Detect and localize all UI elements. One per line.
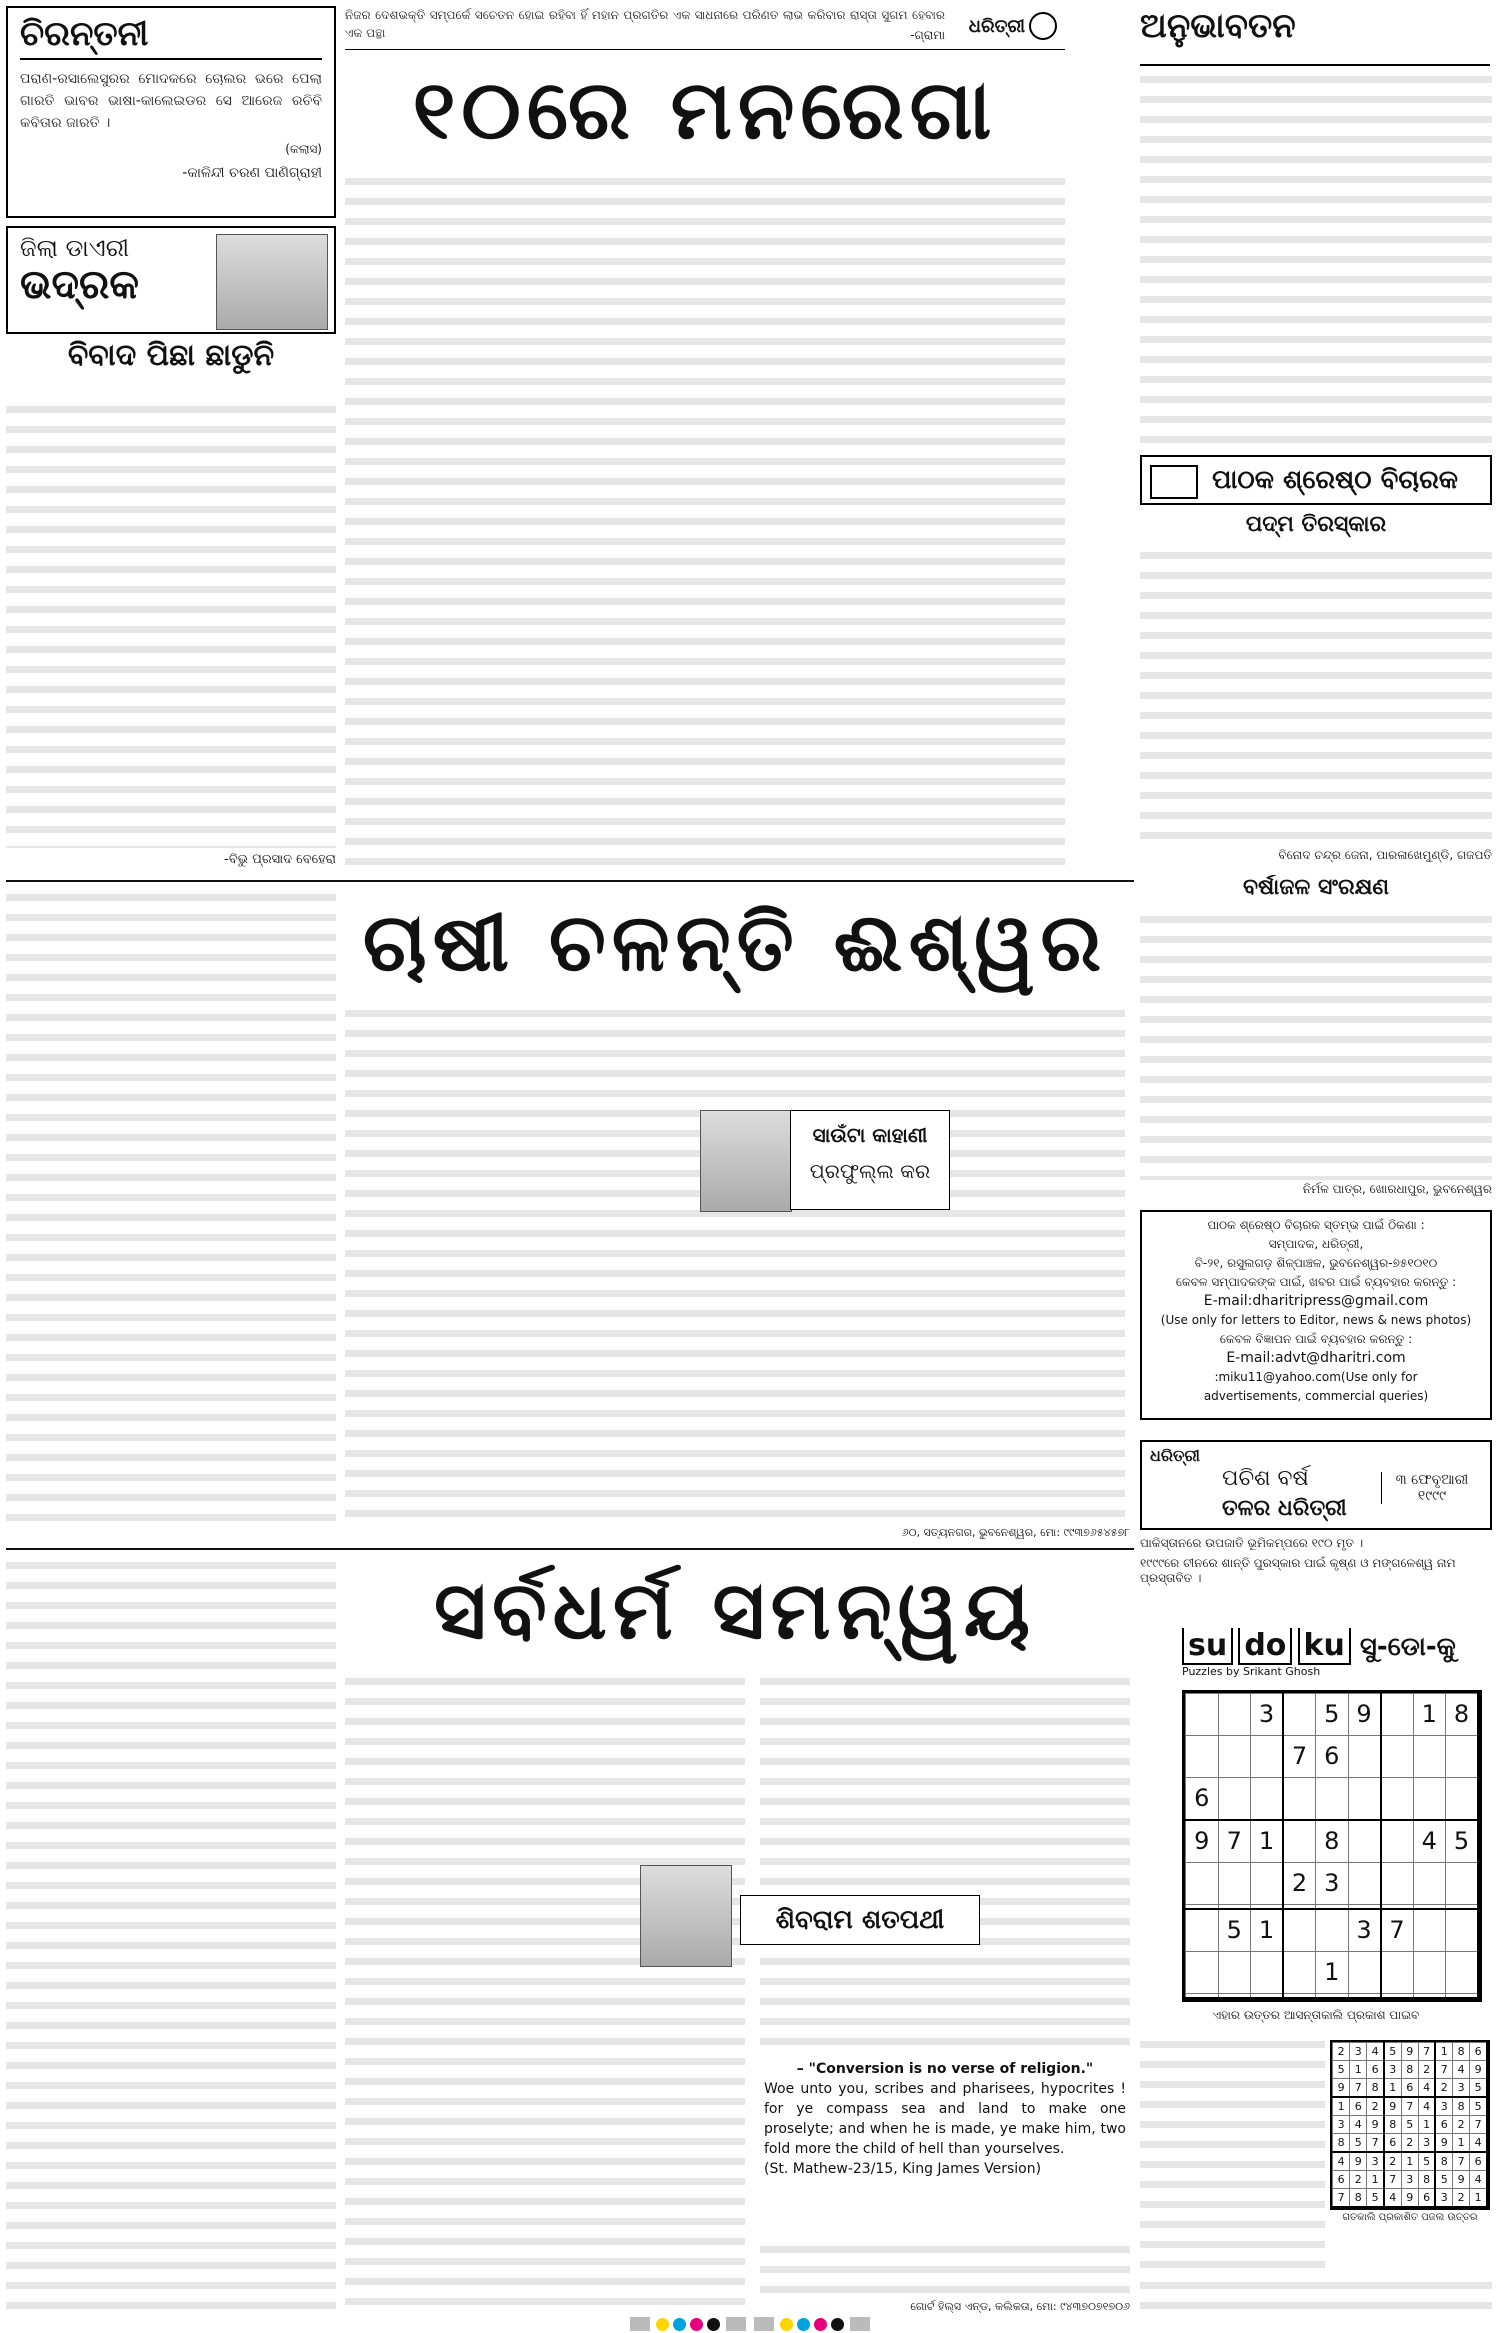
pachis-logo: ଧରିତ୍ରୀ (1150, 1446, 1200, 1465)
sudoku-prev-cell: 8 (1418, 2170, 1435, 2188)
sudoku-prev-cell: 2 (1333, 2043, 1350, 2061)
contact-email1[interactable]: E-mail:dharitripress@gmail.com (1203, 1293, 1429, 1309)
sudoku-prev-cell: 9 (1453, 2170, 1470, 2188)
sudoku-prev-cell: 1 (1418, 2115, 1435, 2133)
sudoku-cell (1413, 1909, 1446, 1952)
letter1-body (1140, 546, 1492, 846)
sudoku-prev-cell: 7 (1367, 2133, 1384, 2152)
sudoku-prev-cell: 1 (1435, 2043, 1452, 2061)
chashi-author: ପ୍ରଫୁଲ୍ଲ କର (809, 1159, 931, 1183)
sudoku-prev-cell: 4 (1470, 2133, 1487, 2152)
sudoku-prev-cell: 9 (1384, 2097, 1401, 2116)
sudoku-prev-cell: 2 (1367, 2097, 1384, 2116)
sarva-footer: ଗୋର୍ଟ ହିଲ୍ସ ଏନ୍ଡ, କଲିକତା, ମୋ: ୯୪୩୭୦୭୧୭୦୬ (910, 2300, 1130, 2313)
sudoku-prev-cell: 3 (1401, 2170, 1418, 2188)
sudoku-cell (1218, 1777, 1251, 1820)
sudoku-cell (1348, 1993, 1381, 1998)
sudoku-prev-cell: 8 (1453, 2043, 1470, 2061)
sudoku-cell (1348, 1735, 1381, 1777)
sudoku-cell (1446, 1862, 1479, 1904)
contact-line2: ସମ୍ପାଦକ, ଧରିତ୍ରୀ, (1268, 1237, 1364, 1251)
dispute-author: -ବିଭୁ ପ୍ରସାଦ ବେହେରା (224, 852, 336, 867)
strip-author: -ଗ୍ରାମା (910, 28, 945, 42)
sudoku-prev-cell: 1 (1453, 2133, 1470, 2152)
sudoku-prev-cell: 8 (1333, 2133, 1350, 2152)
sudoku-cell (1283, 1820, 1316, 1863)
sudoku-prev-cell: 7 (1418, 2043, 1435, 2061)
chirantani-author: -କାଳିନ୍ଦୀ ଚରଣ ପାଣିଗ୍ରାହୀ (182, 165, 322, 181)
chirantani-quote: ପରାଣ-ରସାଲେସୁରର ମୋଦକରେ ଚୋଲର ଭରେ ପେଲା ଗାରତି ଭାବର ଭାଷା-କାଲେଇଡର ସେ ଆରେଜ ରଚିବି କବିତାର ଜାରତି । (20, 71, 322, 131)
sudoku-cell (1348, 1820, 1381, 1863)
sudoku-cell (1348, 1951, 1381, 1993)
sudoku-prev-cell: 2 (1418, 2060, 1435, 2078)
sudoku-prev-cell: 4 (1470, 2170, 1487, 2188)
sudoku-prev-cell: 2 (1401, 2133, 1418, 2152)
pachis-box (1140, 1440, 1492, 1530)
sudoku-cell: 7 (1381, 1909, 1414, 1952)
sarva-quote2: Woe unto you, scribes and pharisees, hypocrites ! for ye compass sea and land to make one proselyte; and when he is made, ye make him, two fold more the child of hell than yourselves. (764, 2081, 1126, 2157)
sudoku-cell (1186, 1993, 1219, 1998)
sudoku-prev-cell: 7 (1470, 2115, 1487, 2133)
sudoku-do: do (1238, 1628, 1292, 1665)
sudoku-cell (1218, 1951, 1251, 1993)
letter2-title: ବର୍ଷାଜଳ ସଂରକ୍ଷଣ (1242, 875, 1390, 900)
sarva-body-right (760, 1672, 1130, 2052)
sudoku-prev-cell: 3 (1350, 2043, 1367, 2061)
sarva-author-photo (640, 1865, 732, 1967)
sudoku-prev-caption: ଗତକାଲି ପ୍ରକାଶିତ ପଜଲ ଉତ୍ତର (1342, 2212, 1478, 2223)
sudoku-cell: 3 (1348, 1909, 1381, 1952)
sudoku-cell: 1 (1251, 1909, 1284, 1952)
sudoku-cell (1283, 1951, 1316, 1993)
pachis-line2: ତଳର ଧରିତ୍ରୀ (1222, 1496, 1347, 1521)
sudoku-cell: 1 (1413, 1694, 1446, 1736)
sudoku-prev-cell: 5 (1384, 2043, 1401, 2061)
chashi-column-name: ସାଉଁଟା କାହାଣୀ (812, 1123, 928, 1147)
sudoku-cell (1446, 1777, 1479, 1820)
sudoku-cell (1251, 1777, 1284, 1820)
print-marks (0, 2316, 1500, 2333)
sudoku-prev-cell: 3 (1333, 2115, 1350, 2133)
contact-line4: କେବଳ ସମ୍ପାଦକଙ୍କ ପାଇଁ, ଖବର ପାଇଁ ବ୍ୟବହାର କରନ୍ତୁ : (1175, 1275, 1457, 1289)
sudoku-prev-cell: 1 (1470, 2188, 1487, 2207)
sudoku-prev-cell: 9 (1367, 2115, 1384, 2133)
sudoku-prev-cell: 2 (1435, 2078, 1452, 2097)
sun-icon (1029, 12, 1057, 40)
sudoku-cell (1413, 1862, 1446, 1904)
sudoku-ku: ku (1298, 1628, 1351, 1665)
sudoku-prev-cell: 1 (1401, 2152, 1418, 2171)
sudoku-prev-cell: 2 (1453, 2188, 1470, 2207)
sudoku-cell (1381, 1951, 1414, 1993)
sudoku-cell: 5 (1218, 1909, 1251, 1952)
sudoku-cell (1316, 1777, 1349, 1820)
sudoku-cell (1446, 1951, 1479, 1993)
sudoku-prev-cell: 3 (1418, 2133, 1435, 2152)
sudoku-prev-cell: 8 (1401, 2060, 1418, 2078)
sarva-quote-box (760, 2055, 1130, 2235)
sudoku-cell (1381, 1694, 1414, 1736)
sarva-author: ଶିବରାମ ଶତପଥୀ (740, 1895, 980, 1945)
sudoku-cell (1413, 1777, 1446, 1820)
contact-note1: (Use only for letters to Editor, news & news photos) (1160, 1313, 1472, 1327)
sudoku-prev-cell: 7 (1333, 2188, 1350, 2207)
sarva-body-bottom (760, 2240, 1130, 2300)
letter1-title: ପଦ୍ମ ତିରସ୍କାର (1245, 512, 1387, 537)
sudoku-cell: 9 (1186, 1820, 1219, 1863)
sarva-headline: ସର୍ବଧର୍ମ ସମନ୍ୱୟ (433, 1564, 1037, 1657)
sudoku-cell: 9 (1348, 1694, 1381, 1736)
sudoku-notes (1140, 2276, 1492, 2316)
sudoku-prev-cell: 9 (1333, 2078, 1350, 2097)
sudoku-cell (1381, 1993, 1414, 1998)
sudoku-prev-cell: 5 (1435, 2170, 1452, 2188)
sudoku-by: Puzzles by Srikant Ghosh (1182, 1665, 1321, 1678)
sudoku-or: ସୁ-ଡୋ-କୁ (1359, 1632, 1456, 1662)
sudoku-cell (1381, 1820, 1414, 1863)
sudoku-prev-cell: 1 (1367, 2170, 1384, 2188)
pachis-item1: ପାକିସ୍ତାନରେ ଉପଜାତି ଭୂମିକମ୍ପରେ ୧୯୦ ମୃତ । (1140, 1536, 1364, 1550)
sudoku-cell: 8 (1316, 1820, 1349, 1863)
sudoku-cell (1283, 1777, 1316, 1820)
sudoku-cell: 6 (1186, 1777, 1219, 1820)
pachis-date: ୩ ଫେବୃଆରୀ ୧୯୯୯ (1381, 1472, 1482, 1504)
contact-box (1140, 1210, 1492, 1420)
sudoku-cell: 1 (1251, 1820, 1284, 1863)
sudoku-cell: 2 (1283, 1862, 1316, 1904)
chirantani-title: ଚିରନ୍ତନୀ (20, 14, 322, 60)
strip-logo: ଧରିତ୍ରୀ (968, 16, 1025, 37)
sudoku-cell: 4 (1413, 1820, 1446, 1863)
contact-line3: ବି-୨୧, ରସୁଲଗଡ଼ ଶିଳ୍ପାଞ୍ଚଳ, ଭୁବନେଶ୍ୱର-୭୫୧୦୧୦ (1194, 1256, 1438, 1270)
sudoku-prev-cell: 3 (1435, 2188, 1452, 2207)
sudoku-prev-cell: 7 (1453, 2152, 1470, 2171)
sudoku-prev-cell: 4 (1333, 2152, 1350, 2171)
envelope-icon (1150, 465, 1198, 499)
sudoku-cell (1348, 1777, 1381, 1820)
sudoku-prev-cell: 6 (1435, 2115, 1452, 2133)
anubhav-title: ଅନୁଭାବତନ (1140, 6, 1490, 66)
sudoku-prev-cell: 7 (1350, 2078, 1367, 2097)
sudoku-prev-cell: 4 (1453, 2060, 1470, 2078)
sudoku-prev-cell: 8 (1350, 2188, 1367, 2207)
sudoku-cell: 1 (1316, 1951, 1349, 1993)
contact-email2[interactable]: E-mail:advt@dharitri.com (1226, 1350, 1406, 1366)
reader-banner-title: ପାଠକ ଶ୍ରେଷ୍ଠ ବିଚାରକ (1212, 465, 1459, 495)
sudoku-prev-cell: 2 (1350, 2170, 1367, 2188)
chirantani-attribution: (କଲାସ) (285, 142, 322, 156)
sudoku-cell (1446, 1909, 1479, 1952)
sudoku-cell: 5 (1316, 1694, 1349, 1736)
sudoku-prev-cell: 5 (1367, 2188, 1384, 2207)
sudoku-cell (1218, 1862, 1251, 1904)
sudoku-prev-cell: 6 (1470, 2043, 1487, 2061)
sudoku-prev-cell: 9 (1401, 2188, 1418, 2207)
jilla-diary-box (6, 226, 336, 334)
temple-image (216, 234, 328, 330)
contact-line5: କେବଳ ବିଜ୍ଞାପନ ପାଇଁ ବ୍ୟବହାର କରନ୍ତୁ : (1219, 1332, 1413, 1346)
sudoku-brand (1182, 1628, 1492, 1684)
sudoku-prev-cell: 3 (1453, 2078, 1470, 2097)
letter2-body (1140, 910, 1492, 1180)
sudoku-prev-cell: 2 (1453, 2115, 1470, 2133)
sudoku-prev-cell: 5 (1333, 2060, 1350, 2078)
sudoku-cell: 5 (1446, 1820, 1479, 1863)
sudoku-prev-cell: 4 (1418, 2078, 1435, 2097)
sudoku-prev-cell: 1 (1350, 2060, 1367, 2078)
sudoku-prev-cell: 7 (1435, 2060, 1452, 2078)
sudoku-prev-cell: 3 (1435, 2097, 1452, 2116)
sudoku-prev-cell: 8 (1435, 2152, 1452, 2171)
sudoku-prev-cell: 2 (1384, 2152, 1401, 2171)
dispute-headline: ବିବାଦ ପିଛା ଛାଡୁନି (67, 338, 275, 373)
sudoku-cell: 3 (1251, 1694, 1284, 1736)
sudoku-prev-cell: 4 (1418, 2097, 1435, 2116)
top-quote-strip (345, 6, 1065, 50)
nrega-headline: ୧୦ରେ ମନରେଗା (412, 63, 998, 158)
sudoku-prev-cell: 5 (1470, 2097, 1487, 2116)
sudoku-prev-cell: 9 (1350, 2152, 1367, 2171)
sarva-body-mid (345, 1672, 745, 2312)
jilla-label: ଜିଲା ଡାଏରୀ (20, 234, 130, 262)
chashi-body-main (345, 1004, 1125, 1524)
sudoku-cell (1348, 1862, 1381, 1904)
sudoku-cell (1218, 1735, 1251, 1777)
anubhav-body (1140, 70, 1492, 448)
sudoku-cell: 3 (1316, 1862, 1349, 1904)
sudoku-cell: 8 (1446, 1694, 1479, 1736)
sarva-body-left (6, 1556, 336, 2316)
letter1-sign: ବିନୋଦ ଚନ୍ଦ୍ର ଜେନା, ପାରଳାଖେମୁଣ୍ଡି, ଗଜପତି (1278, 848, 1492, 862)
sudoku-prev-grid (1330, 2040, 1490, 2210)
sudoku-cell (1316, 1909, 1349, 1952)
chashi-footer: ୬୦, ସତ୍ୟନଗର, ଭୁବନେଶ୍ୱର, ମୋ: ୯୯୩୭୬୫୪୫୭୮ (901, 1526, 1130, 1539)
sudoku-prev-cell: 6 (1384, 2133, 1401, 2152)
sudoku-prev-cell: 9 (1435, 2133, 1452, 2152)
sudoku-answer-caption: ଏହାର ଉତ୍ତର ଆସନ୍ତାକାଲି ପ୍ରକାଶ ପାଇବ (1212, 2008, 1420, 2022)
sudoku-cell (1283, 1909, 1316, 1952)
sudoku-cell: 7 (1218, 1820, 1251, 1863)
chashi-author-photo (700, 1110, 792, 1212)
sudoku-cell: 6 (1316, 1735, 1349, 1777)
sudoku-prev-cell: 4 (1367, 2043, 1384, 2061)
sudoku-cell (1251, 1862, 1284, 1904)
sudoku-prev-cell: 6 (1401, 2078, 1418, 2097)
sudoku-cell (1251, 1951, 1284, 1993)
sudoku-prev-cell: 5 (1418, 2152, 1435, 2171)
sudoku-cell (1186, 1909, 1219, 1952)
sudoku-cell (1381, 1777, 1414, 1820)
contact-note2: advertisements, commercial queries) (1203, 1389, 1429, 1403)
reader-banner (1140, 455, 1492, 505)
sudoku-cell (1283, 1694, 1316, 1736)
sudoku-cell (1446, 1735, 1479, 1777)
sudoku-prev-cell: 1 (1333, 2097, 1350, 2116)
chirantani-box (6, 6, 336, 218)
sudoku-cell (1186, 1951, 1219, 1993)
chashi-column-box (790, 1110, 950, 1210)
sudoku-prev-cell: 5 (1470, 2078, 1487, 2097)
sudoku-cell (1186, 1862, 1219, 1904)
sudoku-cell (1413, 1951, 1446, 1993)
nrega-body (345, 172, 1065, 872)
sudoku-cell (1381, 1862, 1414, 1904)
sudoku-prev-cell: 1 (1384, 2078, 1401, 2097)
sudoku-prev-cell: 6 (1418, 2188, 1435, 2207)
sudoku-prev-cell: 8 (1453, 2097, 1470, 2116)
sudoku-prev-cell: 6 (1367, 2060, 1384, 2078)
sudoku-su: su (1182, 1628, 1233, 1665)
sarva-quote-text: Conversion is no verse of religion. (815, 2061, 1086, 2077)
pachis-item2: ୧୯୯୯ରେ ଚୀନରେ ଶାନ୍ତି ପୁରସ୍କାର ପାଇଁ କୃଷ୍ଣ ଓ ମଙ୍ଗଳେଶ୍ୱ ନାମ ପ୍ରସ୍ତାବିତ । (1140, 1556, 1456, 1585)
sudoku-prev-cell: 7 (1384, 2170, 1401, 2188)
sudoku-prev-cell: 4 (1384, 2188, 1401, 2207)
sudoku-cell (1283, 1993, 1316, 1998)
chashi-body-left (6, 888, 336, 1530)
sudoku-prev-cell: 9 (1401, 2043, 1418, 2061)
sudoku-cell (1186, 1694, 1219, 1736)
sudoku-prev-cell: 4 (1350, 2115, 1367, 2133)
sudoku-prev-cell: 8 (1367, 2078, 1384, 2097)
contact-email3[interactable]: :miku11@yahoo.com(Use only for (1214, 1370, 1418, 1384)
sudoku-prev-cell: 5 (1350, 2133, 1367, 2152)
sudoku-cell (1186, 1735, 1219, 1777)
sudoku-prev-cell: 3 (1384, 2060, 1401, 2078)
sudoku-prev-cell: 7 (1401, 2097, 1418, 2116)
sarva-quote: – "Conversion is no verse of religion." (796, 2061, 1094, 2077)
sarva-cite: (St. Mathew-23/15, King James Version) (764, 2161, 1042, 2177)
sudoku-cell (1251, 1993, 1284, 1998)
sudoku-cell (1218, 1694, 1251, 1736)
letter2-sign: ନିର୍ମଳ ପାତ୍ର, ଖୋରଧାପୁର, ଭୁବନେଶ୍ୱର (1302, 1182, 1492, 1196)
sudoku-cell (1381, 1735, 1414, 1777)
sudoku-cell (1316, 1993, 1349, 1998)
sudoku-prev-cell: 6 (1333, 2170, 1350, 2188)
pachis-line1: ପଚିଶ ବର୍ଷ (1222, 1466, 1309, 1491)
sudoku-prev-cell: 3 (1367, 2152, 1384, 2171)
dispute-body (6, 400, 336, 848)
sudoku-cell (1218, 1993, 1251, 1998)
sudoku-prev-cell: 6 (1470, 2152, 1487, 2171)
sudoku-cell (1251, 1735, 1284, 1777)
sudoku-prev-cell: 6 (1350, 2097, 1367, 2116)
sudoku-prev-cell: 9 (1470, 2060, 1487, 2078)
sudoku-cell: 7 (1283, 1735, 1316, 1777)
jilla-district: ଭଦ୍ରକ (20, 262, 139, 308)
chashi-headline: ଚାଷୀ ଚଳନ୍ତି ଈଶ୍ୱର (362, 896, 1108, 989)
sudoku-howto (1140, 2035, 1325, 2275)
sudoku-cell (1413, 1735, 1446, 1777)
contact-line1: ପାଠକ ଶ୍ରେଷ୍ଠ ବିଚାରକ ସ୍ତମ୍ଭ ପାଇଁ ଠିକଣା : (1207, 1218, 1425, 1232)
sudoku-cell (1413, 1993, 1446, 1998)
sudoku-cell (1446, 1993, 1479, 1998)
sudoku-grid (1182, 1690, 1482, 2002)
sudoku-prev-cell: 8 (1384, 2115, 1401, 2133)
strip-text: ନିଜର ଦେଶଭକ୍ତି ସମ୍ପର୍କେ ସଚେତନ ହୋଇ ରହିବା ହିଁ ମହାନ ପ୍ରଗତିର ଏକ ସାଧନାରେ ପରିଣତ ଲାଭ କରିବାର ରାସ୍ତା ସୁଗମ ହେବାର ଏକ ପନ୍ଥା (345, 8, 945, 40)
sudoku-prev-cell: 5 (1401, 2115, 1418, 2133)
